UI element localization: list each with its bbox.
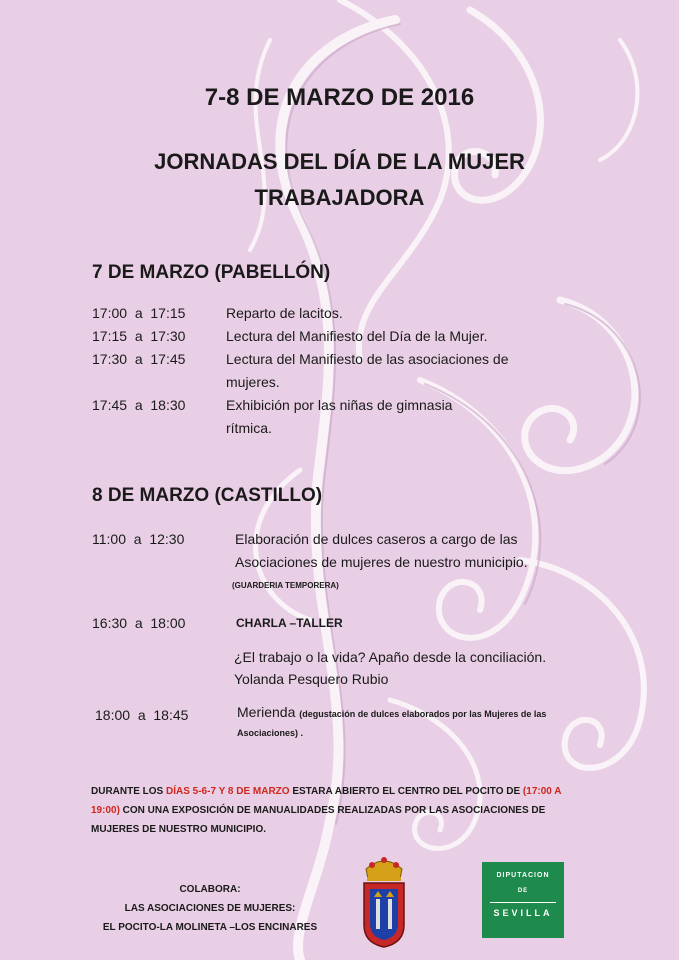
logo-text-sevilla: SEVILLA <box>493 908 553 918</box>
logo-text-diputacion: DIPUTACION <box>496 872 550 879</box>
event-time: 17:30 a 17:45 <box>92 351 186 367</box>
exhibition-notice <box>91 782 591 839</box>
event-time: 17:45 a 18:30 <box>92 397 186 413</box>
event-time: 17:00 a 17:15 <box>92 305 186 321</box>
event-title: CHARLA –TALLER <box>236 616 343 630</box>
diputacion-sevilla-logo <box>482 862 564 938</box>
event-time: 16:30 a 18:00 <box>92 615 186 631</box>
notice-text: ESTARA ABIERTO EL CENTRO DEL POCITO DE <box>289 786 523 797</box>
logo-text-de: DE <box>517 888 529 894</box>
event-time: 18:00 a 18:45 <box>95 707 189 723</box>
municipal-crest-icon <box>358 853 410 949</box>
title-line-1: JORNADAS DEL DÍA DE LA MUJER <box>154 149 525 174</box>
event-title: Merienda <box>237 704 296 720</box>
event-description: Reparto de lacitos. <box>226 305 343 321</box>
collaborators-block <box>80 880 340 937</box>
day1-heading: 7 DE MARZO (PABELLÓN) <box>92 262 331 283</box>
collaborators-line-2: EL POCITO-LA MOLINETA –LOS ENCINARES <box>102 922 318 933</box>
collaborators-label: COLABORA: <box>179 884 241 895</box>
page-title <box>0 144 679 216</box>
day1-schedule <box>92 302 552 442</box>
collaborators-line-1: LAS ASOCIACIONES DE MUJERES: <box>124 903 296 914</box>
event-note: (GUARDERIA TEMPORERA) <box>232 581 339 590</box>
event-description: Lectura del Manifiesto del Día de la Mujer. <box>226 328 488 344</box>
event-speaker: Yolanda Pesquero Rubio <box>234 671 389 687</box>
event-description: Elaboración de dulces caseros a cargo de las Asociaciones de mujeres de nuestro municipio. <box>235 531 528 570</box>
notice-text: DURANTE LOS <box>91 786 166 797</box>
event-description: ¿El trabajo o la vida? Apaño desde la conciliación. <box>234 649 547 665</box>
day2-heading: 8 DE MARZO (CASTILLO) <box>92 485 323 506</box>
day2-schedule <box>92 528 572 748</box>
title-line-2: TRABAJADORA <box>254 185 425 210</box>
notice-hours-highlight: (17:00 A 19:00) <box>91 786 562 816</box>
event-note: (degustación de dulces elaborados por las Mujeres de las Asociaciones) . <box>237 709 547 738</box>
event-description: Lectura del Manifiesto de las asociaciones de mujeres. <box>226 351 509 390</box>
notice-dates-highlight: DÍAS 5-6-7 Y 8 DE MARZO <box>166 786 290 797</box>
event-description: Exhibición por las niñas de gimnasia rítmica. <box>226 397 453 436</box>
event-time: 17:15 a 17:30 <box>92 328 186 344</box>
logo-divider <box>490 902 556 903</box>
event-time: 11:00 a 12:30 <box>92 531 185 547</box>
notice-text: CON UNA EXPOSICIÓN DE MANUALIDADES REALIZADAS POR LAS ASOCIACIONES DE MUJERES DE NUESTRO MUNICIPIO. <box>91 805 546 835</box>
event-dates: 7-8 DE MARZO DE 2016 <box>204 84 475 111</box>
